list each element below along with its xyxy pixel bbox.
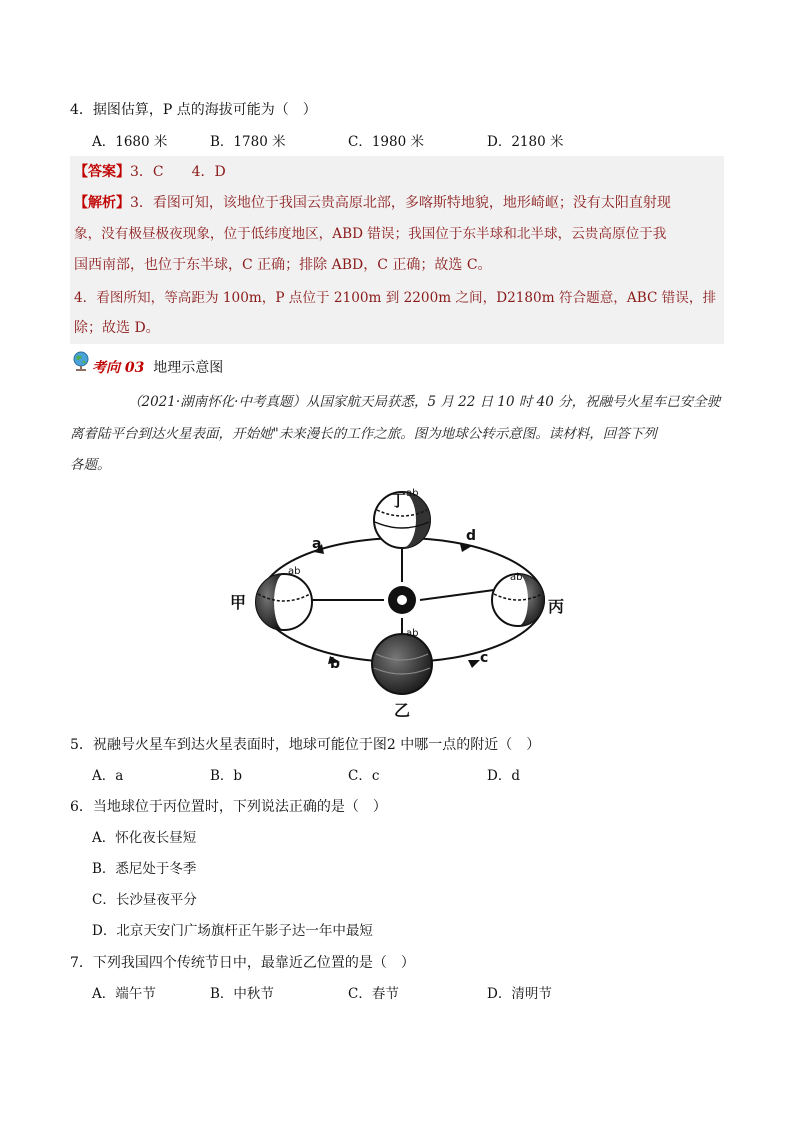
material-line-2: 离着陆平台到达火星表面，开始她"未来漫长的工作之旅。图为地球公转示意图。读材料，回答下列 xyxy=(70,426,657,442)
question-6-stem: 6．当地球位于丙位置时，下列说法正确的是（ ） xyxy=(70,799,387,815)
label-d: d xyxy=(466,528,477,544)
material-line-1: （2021·湖南怀化·中考真题）从国家航天局获悉，5 月 22 日 10 时 40 分，祝融号火星车已安全驶 xyxy=(128,394,721,410)
svg-text:ab: ab xyxy=(510,572,523,583)
question-4-stem: 4．据图估算，P 点的海拔可能为（ ） xyxy=(70,102,317,118)
analysis-line-3: 国西南部，也位于东半球，C 正确；排除 ABD，C 正确；故选 C。 xyxy=(74,257,492,273)
q5-option-c: C．c xyxy=(348,768,380,784)
sun-ray-right xyxy=(420,590,494,600)
analysis-line-2: 象，没有极昼极夜现象，位于低纬度地区，ABD 错误；我国位于东半球和北半球，云贵高原位于我 xyxy=(74,226,667,242)
q7-option-a: A．端午节 xyxy=(92,986,156,1002)
question-5-stem: 5．祝融号火星车到达火星表面时，地球可能位于图2 中哪一点的附近（ ） xyxy=(70,737,541,753)
section-tag: 考向 03 xyxy=(92,360,145,376)
svg-text:ab: ab xyxy=(406,488,419,499)
q6-option-d: D．北京天安门广场旗杆正午影子达一年中最短 xyxy=(92,923,373,939)
label-a: a xyxy=(312,536,322,552)
answer-analysis-box xyxy=(70,156,724,344)
q5-option-b: B．b xyxy=(210,768,243,784)
q6-option-b: B．悉尼处于冬季 xyxy=(92,861,197,877)
q5-option-d: D．d xyxy=(487,768,520,784)
svg-text:ab: ab xyxy=(288,566,301,577)
question-7-stem: 7．下列我国四个传统节日中，最靠近乙位置的是（ ） xyxy=(70,955,415,971)
q6-option-a: A．怀化夜长昼短 xyxy=(92,830,197,846)
analysis-line-4: 4．看图所知，等高距为 100m，P 点位于 2100m 到 2200m 之间，D2180m 符合题意，ABC 错误，排 xyxy=(74,290,717,306)
q4-option-d: D．2180 米 xyxy=(487,134,564,150)
label-jia: 甲 xyxy=(230,593,247,612)
label-c: c xyxy=(480,650,489,666)
material-line-3: 各题。 xyxy=(70,457,111,473)
q7-option-d: D．清明节 xyxy=(487,986,552,1002)
answer-text: 3．C 4．D xyxy=(130,164,226,180)
answer-line xyxy=(74,162,226,182)
label-bing: 丙 xyxy=(548,597,565,616)
q7-option-b: B．中秋节 xyxy=(210,986,274,1002)
section-heading xyxy=(92,358,223,378)
q6-option-c: C．长沙昼夜平分 xyxy=(92,892,197,908)
section-title: 地理示意图 xyxy=(153,360,224,376)
svg-text:ab: ab xyxy=(406,628,419,639)
q7-option-c: C．春节 xyxy=(348,986,399,1002)
label-yi: 乙 xyxy=(394,701,411,720)
q4-option-b: B．1780 米 xyxy=(210,134,286,150)
q4-option-c: C．1980 米 xyxy=(348,134,424,150)
globe-icon xyxy=(70,350,92,372)
analysis-line-5: 除；故选 D。 xyxy=(74,320,160,336)
analysis-tag: 【解析】 xyxy=(74,195,130,211)
label-b: b xyxy=(330,656,341,672)
answer-tag: 【答案】 xyxy=(74,164,130,180)
earth-orbit-diagram xyxy=(222,482,572,722)
earth-bottom-icon xyxy=(372,634,432,694)
earth-left-icon xyxy=(256,574,312,630)
analysis-text-1: 3．看图可知，该地位于我国云贵高原北部，多喀斯特地貌，地形崎岖；没有太阳直射现 xyxy=(130,195,671,211)
q4-option-a: A．1680 米 xyxy=(92,134,168,150)
orbit-arrow-c xyxy=(468,660,480,668)
analysis-line-1 xyxy=(74,193,671,213)
label-ding: 丁 xyxy=(390,491,407,510)
q5-option-a: A．a xyxy=(92,768,124,784)
